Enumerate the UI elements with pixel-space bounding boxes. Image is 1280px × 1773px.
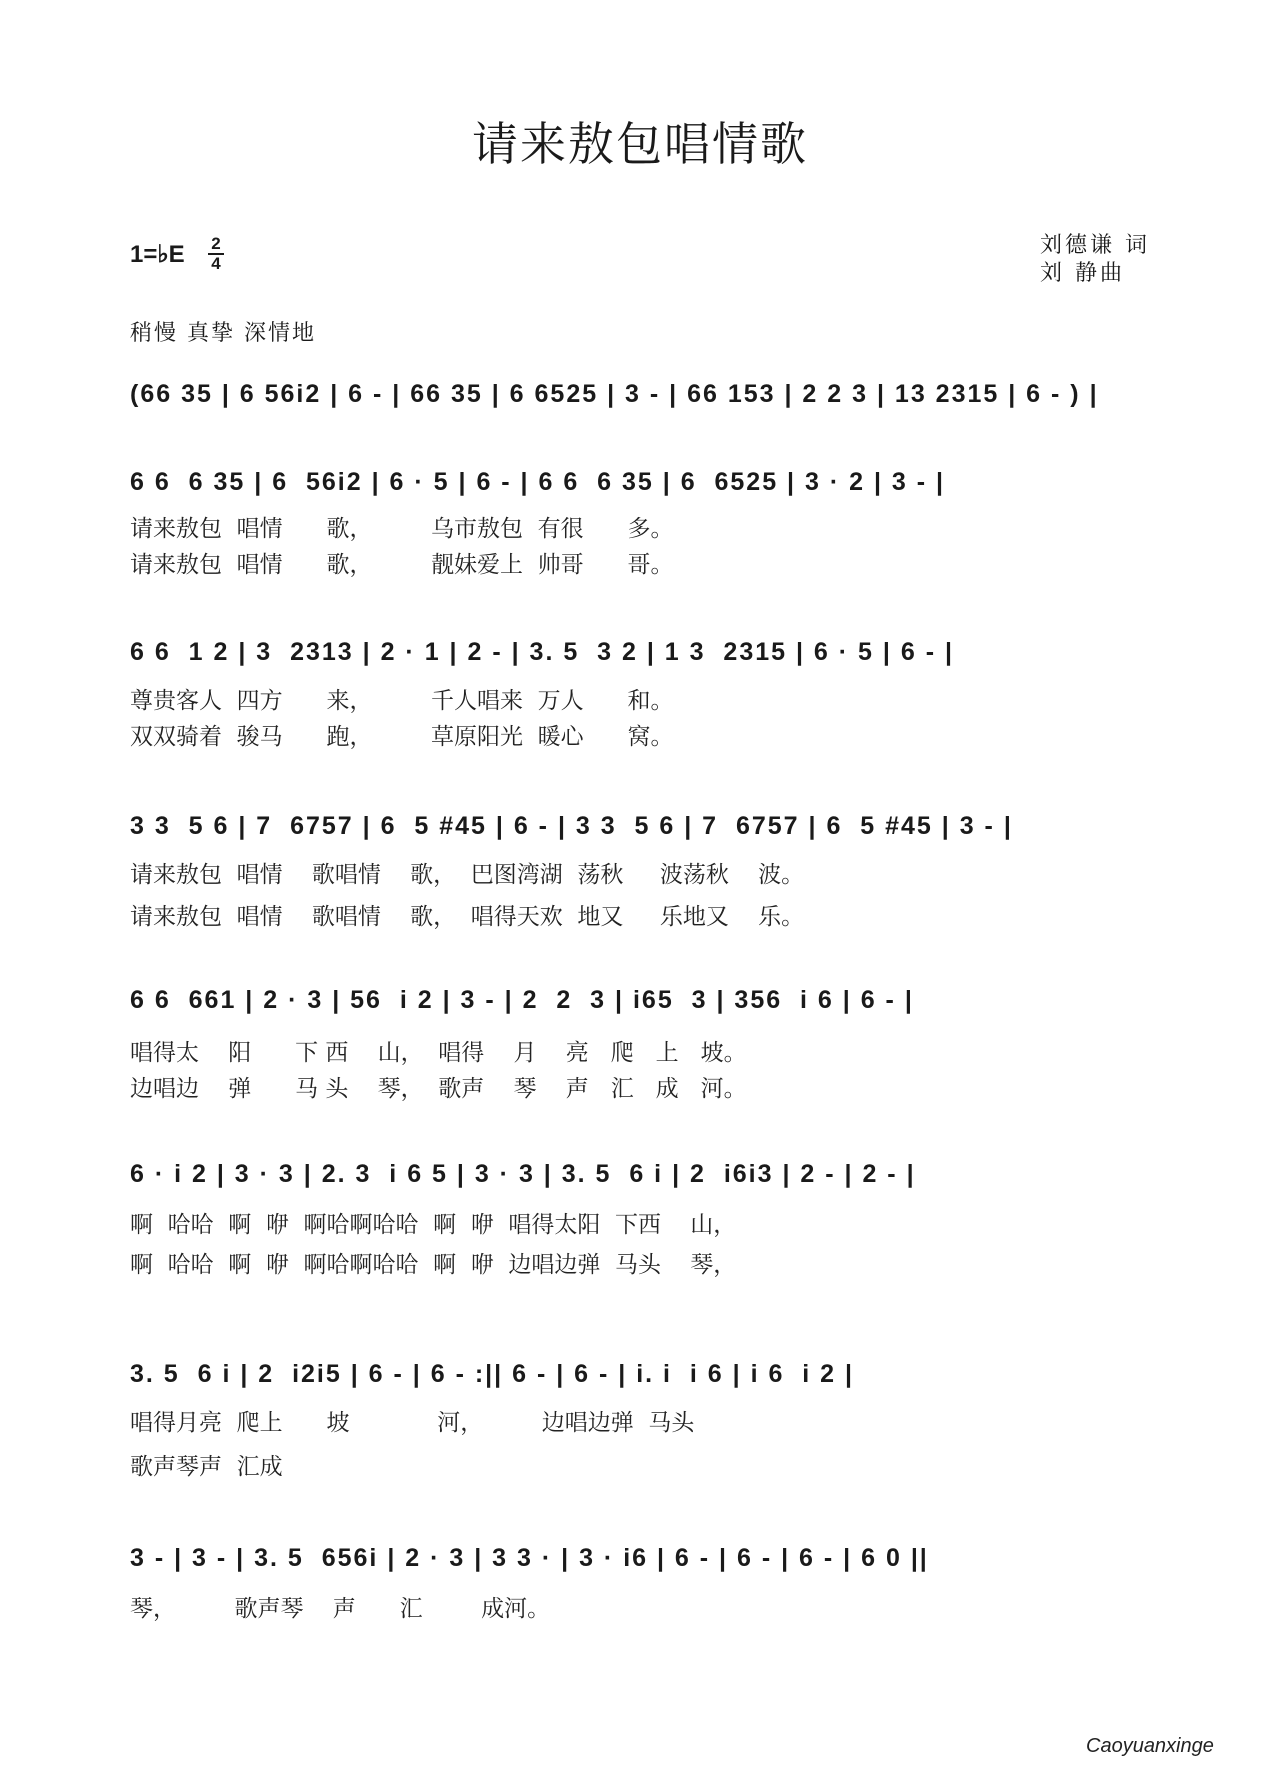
notation-row-4: 6 6 661 | 2 · 3 | 56 i 2 | 3 - | 2 2 3 | i65 3 | 356 i 6 | 6 - | [130,986,914,1014]
time-signature-top: 2 [211,234,221,253]
composer-credit: 刘 静曲 [1040,261,1125,286]
key-signature: 1=♭E [130,241,185,268]
lyric-row-6-verse-1: 唱得月亮 爬上 坡 河， 边唱边弹 马头 [130,1410,695,1436]
lyric-row-1-verse-2: 请来敖包 唱情 歌， 靓妹爱上 帅哥 哥。 [130,552,674,578]
lyricist-credit: 刘德谦 词 [1040,233,1150,258]
notation-row-7: 3 - | 3 - | 3. 5 656i | 2 · 3 | 3 3 · | 3 · i6 | 6 - | 6 - | 6 - | 6 0 || [130,1544,929,1572]
notation-row-2: 6 6 1 2 | 3 2313 | 2 · 1 | 2 - | 3. 5 3 2 | 1 3 2315 | 6 · 5 | 6 - | [130,638,954,666]
lyric-row-4-verse-2: 边唱边 弹 马 头 琴， 歌声 琴 声 汇 成 河。 [130,1076,747,1102]
lyric-row-3-verse-1: 请来敖包 唱情 歌唱情 歌， 巴图湾湖 荡秋 波荡秋 波。 [130,862,805,888]
lyric-row-5-verse-1: 啊 哈哈 啊 咿 啊哈啊哈哈 啊 咿 唱得太阳 下西 山， [130,1212,737,1238]
notation-row-6: 3. 5 6 i | 2 i2i5 | 6 - | 6 - :|| 6 - | 6 - | i. i i 6 | i 6 i 2 | [130,1360,854,1388]
credits [1040,232,1150,288]
song-title: 请来敖包唱情歌 [472,117,808,171]
notation-row-1: 6 6 6 35 | 6 56i2 | 6 · 5 | 6 - | 6 6 6 35 | 6 6525 | 3 · 2 | 3 - | [130,468,946,496]
notation-row-5: 6 · i 2 | 3 · 3 | 2. 3 i 6 5 | 3 · 3 | 3. 5 6 i | 2 i6i3 | 2 - | 2 - | [130,1160,916,1188]
lyric-row-2-verse-2: 双双骑着 骏马 跑， 草原阳光 暖心 窝。 [130,724,674,750]
lyric-row-6-verse-2: 歌声琴声 汇成 [130,1454,283,1480]
notation-row-3: 3 3 5 6 | 7 6757 | 6 5 #45 | 6 - | 3 3 5 6 | 7 6757 | 6 5 #45 | 3 - | [130,812,1013,840]
lyric-row-7-verse-1: 琴， 歌声琴 声 汇 成河。 [130,1596,551,1622]
tempo-marking: 稍慢 真挚 深情地 [130,321,316,346]
prelude-notation: (66 35 | 6 56i2 | 6 - | 66 35 | 6 6525 | 3 - | 66 153 | 2 2 3 | 13 2315 | 6 - ) | [130,380,1099,408]
lyric-row-1-verse-1: 请来敖包 唱情 歌， 乌市敖包 有很 多。 [130,516,674,542]
lyric-row-5-verse-2: 啊 哈哈 啊 咿 啊哈啊哈哈 啊 咿 边唱边弹 马头 琴， [130,1252,737,1278]
lyric-row-3-verse-2: 请来敖包 唱情 歌唱情 歌， 唱得天欢 地又 乐地又 乐。 [130,904,805,930]
watermark: Caoyuanxinge [1086,1735,1214,1757]
time-signature-bottom: 4 [211,254,221,273]
time-signature [208,236,224,272]
lyric-row-4-verse-1: 唱得太 阳 下 西 山， 唱得 月 亮 爬 上 坡。 [130,1040,747,1066]
lyric-row-2-verse-1: 尊贵客人 四方 来， 千人唱来 万人 和。 [130,688,674,714]
